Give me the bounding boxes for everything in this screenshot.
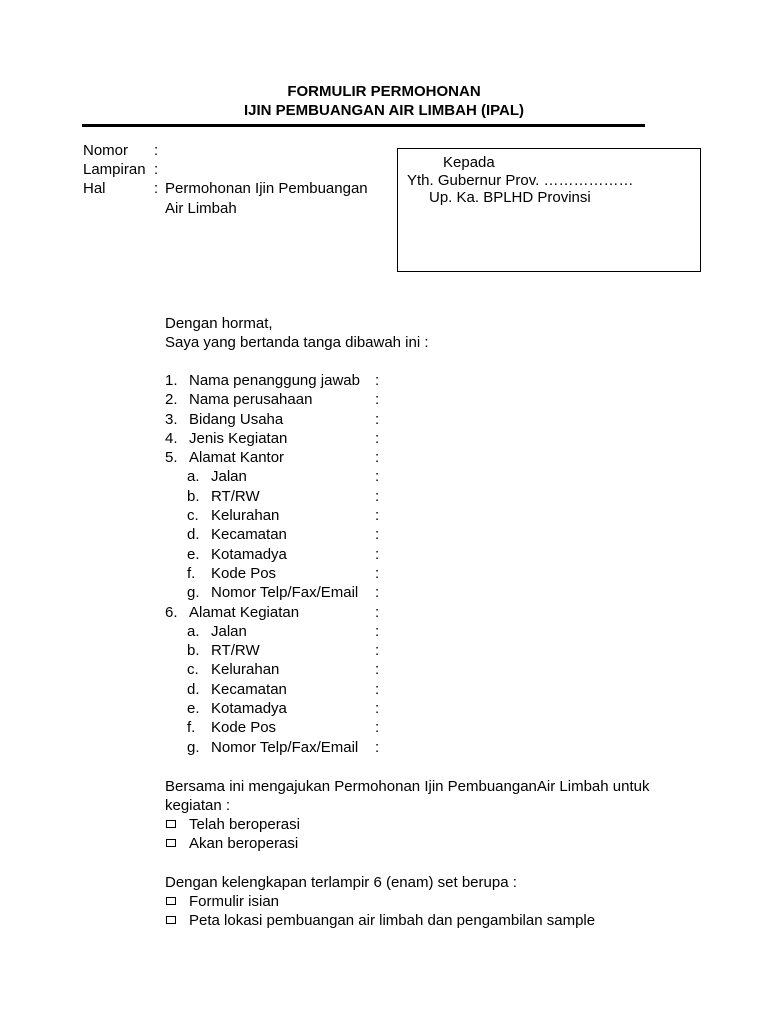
field-colon: : [375,622,380,640]
field-label: Kecamatan [211,526,287,544]
field-number: b. [187,642,200,660]
field-colon: : [375,680,380,698]
field-row [165,583,585,602]
field-colon: : [375,661,380,679]
field-row [165,718,585,737]
field-colon: : [375,410,380,428]
field-number: a. [187,622,200,640]
field-colon: : [375,603,380,621]
field-colon: : [375,584,380,602]
salutation: Dengan hormat, [165,315,273,332]
field-row [165,448,585,467]
hal-label: Hal [83,180,106,197]
field-label: Alamat Kegiatan [189,603,300,621]
field-row [165,467,585,486]
field-number: 2. [165,391,178,409]
field-label: Kode Pos [211,564,277,582]
field-number: b. [187,487,200,505]
hal-value: Permohonan Ijin Pembuangan [165,180,368,197]
attachment-label: Formulir isian [189,893,280,910]
option-akan-beroperasi[interactable] [165,834,465,853]
field-colon: : [375,526,380,544]
field-colon: : [375,507,380,525]
field-label: Jenis Kegiatan [189,429,288,447]
field-label: Jalan [211,622,247,640]
field-label: Kode Pos [211,719,277,737]
field-number: c. [187,507,199,525]
attachment-peta-lokasi[interactable] [165,911,645,930]
form-title: FORMULIR PERMOHONAN [287,83,481,100]
field-label: Jalan [211,468,247,486]
field-label: Kecamatan [211,680,287,698]
request-text: Bersama ini mengajukan Permohonan Ijin PembuanganAir Limbah untuk [165,778,650,795]
field-number: a. [187,468,200,486]
field-row [165,487,585,506]
field-colon: : [375,449,380,467]
field-number: e. [187,545,200,563]
nomor-colon: : [154,142,159,159]
lampiran-label: Lampiran [83,161,146,178]
field-row [165,641,585,660]
field-label: RT/RW [211,487,260,505]
form-subtitle: IJIN PEMBUANGAN AIR LIMBAH (IPAL) [244,102,524,119]
attachment-formulir-isian[interactable] [165,892,645,911]
field-label: Nomor Telp/Fax/Email [211,738,359,756]
field-number: d. [187,526,200,544]
title-underline [82,124,645,127]
field-label: Kotamadya [211,700,287,718]
checkbox-icon[interactable] [166,820,176,828]
field-label: Nama perusahaan [189,391,313,409]
request-text-continued: kegiatan : [165,797,231,814]
field-row [165,410,585,429]
field-number: 1. [165,372,178,389]
lampiran-colon: : [154,161,159,178]
field-label: Kotamadya [211,545,287,563]
kepada-label: Kepada [443,154,495,171]
field-colon: : [375,719,380,737]
field-number: c. [187,661,199,679]
option-label: Telah beroperasi [189,816,300,833]
field-row [165,429,585,448]
applicant-field-list [165,371,585,757]
field-number: f. [187,719,196,737]
field-number: 3. [165,410,178,428]
hal-value-continued: Air Limbah [165,200,237,217]
field-colon: : [375,487,380,505]
field-row [165,371,585,390]
field-label: RT/RW [211,642,260,660]
field-row [165,699,585,718]
field-colon: : [375,429,380,447]
field-row [165,603,585,622]
recipient-line: Yth. Gubernur Prov. ……………… [407,172,634,189]
field-row [165,390,585,409]
field-row [165,738,585,757]
field-number: d. [187,680,200,698]
field-number: g. [187,738,200,756]
field-colon: : [375,564,380,582]
attachments-intro: Dengan kelengkapan terlampir 6 (enam) set berupa : [165,874,517,891]
field-label: Kelurahan [211,661,280,679]
field-colon: : [375,545,380,563]
field-colon: : [375,391,380,409]
field-number: 4. [165,429,178,447]
checkbox-icon[interactable] [166,839,176,847]
intro-text: Saya yang bertanda tanga dibawah ini : [165,334,429,351]
activity-status-options [165,815,465,854]
field-row [165,545,585,564]
attention-line: Up. Ka. BPLHD Provinsi [429,189,591,206]
field-number: 6. [165,603,178,621]
field-number: f. [187,564,196,582]
nomor-label: Nomor [83,142,129,159]
field-row [165,564,585,583]
field-row [165,660,585,679]
field-row [165,525,585,544]
hal-colon: : [154,180,159,197]
option-label: Akan beroperasi [189,835,299,853]
field-colon: : [375,738,380,756]
field-number: 5. [165,449,178,467]
checkbox-icon[interactable] [166,897,176,905]
field-label: Alamat Kantor [189,449,285,467]
field-row [165,680,585,699]
field-colon: : [375,468,380,486]
recipient-address-box [397,148,701,272]
field-row [165,622,585,641]
field-label: Kelurahan [211,507,280,525]
field-colon: : [375,700,380,718]
field-row [165,506,585,525]
attachments-list [165,892,645,931]
field-label: Nomor Telp/Fax/Email [211,584,359,602]
field-colon: : [375,642,380,660]
checkbox-icon[interactable] [166,916,176,924]
field-colon: : [375,372,380,389]
attachment-label: Peta lokasi pembuangan air limbah dan pengambilan sample [189,912,596,930]
field-label: Bidang Usaha [189,410,284,428]
field-number: g. [187,584,200,602]
field-label: Nama penanggung jawab [189,372,360,389]
option-telah-beroperasi[interactable] [165,815,465,834]
field-number: e. [187,700,200,718]
